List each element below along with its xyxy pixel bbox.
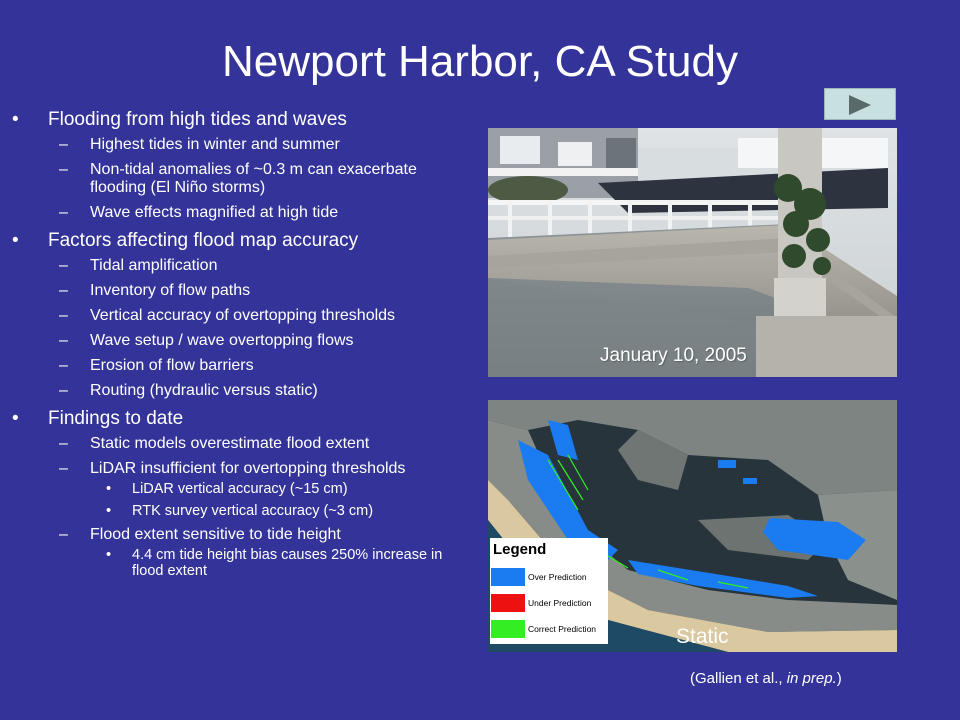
sub-bullet-item xyxy=(48,257,474,275)
sub-bullet-text: Wave setup / wave overtopping flows xyxy=(90,332,354,349)
sub-sub-bullet-text: LiDAR vertical accuracy (~15 cm) xyxy=(132,481,348,497)
sub-bullet-text: Vertical accuracy of overtopping thresholds xyxy=(90,307,396,324)
bullet-item xyxy=(12,407,474,579)
dash-marker: – xyxy=(59,460,68,477)
sub-bullet-item xyxy=(48,282,474,300)
sub-sub-bullet-item xyxy=(90,547,474,579)
sub-bullet-item xyxy=(48,307,474,325)
sub-bullet-text: Wave effects magnified at high tide xyxy=(90,204,339,221)
sub-bullet-item xyxy=(48,161,474,197)
dash-marker: – xyxy=(59,357,68,374)
dash-marker: – xyxy=(59,435,68,452)
legend-label: Under Prediction xyxy=(528,598,592,608)
sub-bullet-item xyxy=(48,382,474,400)
dash-marker: – xyxy=(59,282,68,299)
flood-photo xyxy=(488,128,897,377)
citation xyxy=(690,670,842,688)
sub-bullet-text: Highest tides in winter and summer xyxy=(90,136,340,153)
sub-bullet-text: Tidal amplification xyxy=(90,257,218,274)
sub-bullet-item xyxy=(48,332,474,350)
sub-bullet-text: Non-tidal anomalies of ~0.3 m can exacerbate flooding (El Niño storms) xyxy=(90,161,417,196)
legend-item-under xyxy=(491,594,607,612)
legend-swatch xyxy=(491,568,525,586)
legend-swatch xyxy=(491,594,525,612)
legend-swatch xyxy=(491,620,525,638)
sub-bullet-text: LiDAR insufficient for overtopping thresholds xyxy=(90,460,406,477)
sub-sub-bullet-item xyxy=(90,503,474,519)
bullet-marker: • xyxy=(12,109,19,130)
map-caption: Static xyxy=(676,625,729,648)
bullet-text: Flooding from high tides and waves xyxy=(48,109,347,130)
sub-bullet-text: Flood extent sensitive to tide height xyxy=(90,526,341,543)
citation-prefix: (Gallien et al., xyxy=(690,670,787,687)
sub-bullet-text: Erosion of flow barriers xyxy=(90,357,254,374)
sub-bullet-text: Routing (hydraulic versus static) xyxy=(90,382,318,399)
bullet-marker: • xyxy=(12,408,19,429)
dash-marker: – xyxy=(59,204,68,221)
sub-sub-bullet-text: 4.4 cm tide height bias causes 250% increase in flood extent xyxy=(132,547,443,579)
bullet-marker: • xyxy=(12,230,19,251)
sub-sub-bullet-text: RTK survey vertical accuracy (~3 cm) xyxy=(132,503,374,519)
slide-title: Newport Harbor, CA Study xyxy=(221,37,738,86)
sub-bullet-item xyxy=(48,460,474,519)
dash-marker: – xyxy=(59,257,68,274)
dash-marker: – xyxy=(59,332,68,349)
play-button[interactable] xyxy=(824,88,896,120)
citation-suffix: ) xyxy=(836,670,842,687)
play-icon xyxy=(847,94,873,116)
dash-marker: – xyxy=(59,526,68,543)
sub-bullet-item xyxy=(48,204,474,222)
dash-marker: – xyxy=(59,307,68,324)
bullet-item xyxy=(12,229,474,400)
sub-bullet-item xyxy=(48,435,474,453)
legend-item-correct xyxy=(491,620,607,638)
citation-italic: in prep. xyxy=(786,670,837,687)
dash-marker: – xyxy=(59,136,68,153)
bullet-text: Findings to date xyxy=(48,408,184,429)
sub-bullet-item xyxy=(48,357,474,375)
dash-marker: – xyxy=(59,382,68,399)
bullet-marker: • xyxy=(106,503,112,519)
legend-title: Legend xyxy=(493,541,547,558)
sub-bullet-text: Static models overestimate flood extent xyxy=(90,435,370,452)
sub-sub-bullet-item xyxy=(90,481,474,497)
bullet-list xyxy=(12,108,474,586)
legend-label: Over Prediction xyxy=(528,572,587,582)
bullet-marker: • xyxy=(106,481,112,497)
bullet-marker: • xyxy=(106,547,112,563)
dash-marker: – xyxy=(59,161,68,178)
legend-item-over xyxy=(491,568,607,586)
sub-bullet-item xyxy=(48,136,474,154)
bullet-item xyxy=(12,108,474,222)
sub-bullet-item xyxy=(48,526,474,579)
photo-date-caption: January 10, 2005 xyxy=(600,345,747,366)
map-legend xyxy=(490,538,608,644)
legend-label: Correct Prediction xyxy=(528,624,597,634)
sub-bullet-text: Inventory of flow paths xyxy=(90,282,251,299)
bullet-text: Factors affecting flood map accuracy xyxy=(48,230,359,251)
